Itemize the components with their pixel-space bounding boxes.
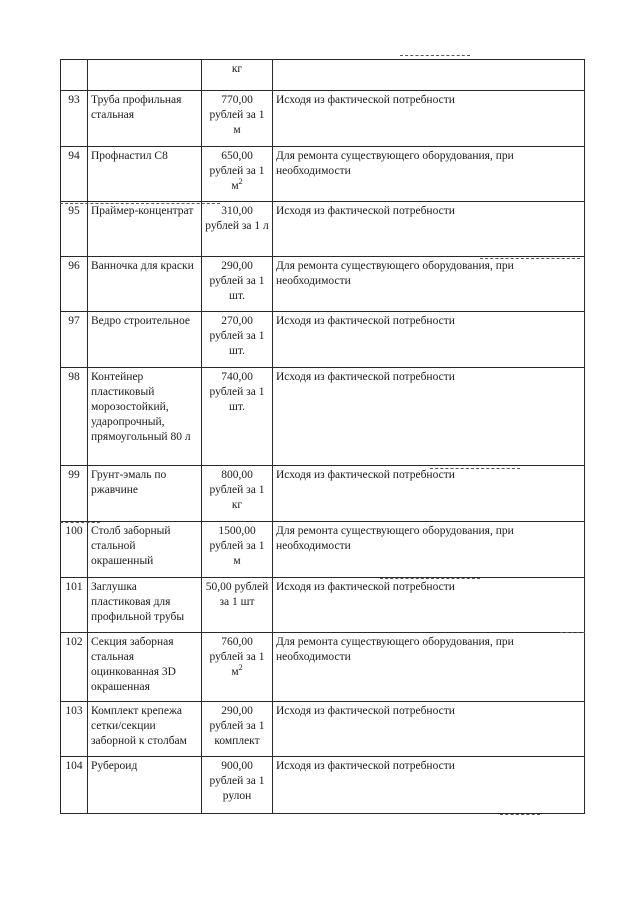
item-price: 740,00 рублей за 1 шт.: [209, 371, 265, 413]
item-price: 290,00 рублей за 1 комплект: [209, 705, 265, 747]
table-row: [61, 368, 585, 466]
table-row: [61, 202, 585, 257]
item-price: кг: [231, 63, 243, 75]
item-price: 900,00 рублей за 1 рулон: [209, 760, 265, 802]
item-name: [88, 60, 202, 91]
item-justification: Для ремонта существующего оборудования, при необходимости: [273, 257, 585, 312]
item-price: 650,00 рублей за 1 м: [209, 150, 265, 192]
row-number: 94: [61, 147, 88, 202]
unit-exponent: 2: [238, 663, 243, 673]
table-row: [61, 147, 585, 202]
item-justification: Исходя из фактической потребности: [273, 466, 585, 522]
scan-artifact-line: [500, 814, 540, 816]
table-row: [61, 578, 585, 633]
item-price: 50,00 рублей за 1 шт: [205, 581, 269, 608]
item-justification: Для ремонта существующего оборудования, при необходимости: [273, 522, 585, 578]
scan-artifact-line: [60, 522, 100, 524]
item-price-cell: [202, 757, 273, 814]
item-justification: Исходя из фактической потребности: [273, 702, 585, 757]
item-name: Рубероид: [88, 757, 202, 814]
item-name: Столб заборный стальной окрашенный: [88, 522, 202, 578]
row-number: 97: [61, 312, 88, 368]
item-justification: Для ремонта существующего оборудования, при необходимости: [273, 633, 585, 702]
unit-exponent: 2: [238, 177, 243, 187]
table-row: [61, 312, 585, 368]
item-price: 770,00 рублей за 1 м: [209, 94, 265, 136]
item-justification: Для ремонта существующего оборудования, при необходимости: [273, 147, 585, 202]
row-number: 104: [61, 757, 88, 814]
table-row: [61, 757, 585, 814]
table-row: [61, 633, 585, 702]
scan-artifact-line: [400, 55, 470, 57]
item-name: Заглушка пластиковая для профильной трубы: [88, 578, 202, 633]
item-name: Ванночка для краски: [88, 257, 202, 312]
row-number: 93: [61, 91, 88, 147]
item-price-cell: [202, 202, 273, 257]
item-price-cell: [202, 466, 273, 522]
item-justification: Исходя из фактической потребности: [273, 578, 585, 633]
item-price: 800,00 рублей за 1 кг: [209, 469, 265, 511]
item-price-cell: [202, 578, 273, 633]
row-number: 99: [61, 466, 88, 522]
item-name: Контейнер пластиковый морозостойкий, ударопрочный, прямоугольный 80 л: [88, 368, 202, 466]
item-justification: Исходя из фактической потребности: [273, 368, 585, 466]
materials-table-body: [61, 60, 585, 814]
materials-table: [60, 59, 585, 814]
row-number: 103: [61, 702, 88, 757]
row-number: 96: [61, 257, 88, 312]
item-justification: [273, 60, 585, 91]
table-row: [61, 91, 585, 147]
scan-artifact-line: [430, 468, 520, 470]
item-price-cell: [202, 60, 273, 91]
item-name: Секция заборная стальная оцинкованная 3D окрашенная: [88, 633, 202, 702]
item-price-cell: [202, 702, 273, 757]
item-price-cell: [202, 522, 273, 578]
table-row: [61, 257, 585, 312]
row-number: 101: [61, 578, 88, 633]
scan-artifact-line: [560, 632, 585, 634]
table-row: [61, 60, 585, 91]
row-number: 100: [61, 522, 88, 578]
item-justification: Исходя из фактической потребности: [273, 202, 585, 257]
item-price: 760,00 рублей за 1 м: [209, 636, 265, 678]
item-name: Грунт-эмаль по ржавчине: [88, 466, 202, 522]
table-row: [61, 702, 585, 757]
item-name: Комплект крепежа сетки/секции заборной к столбам: [88, 702, 202, 757]
item-price-cell: [202, 312, 273, 368]
item-price-cell: [202, 147, 273, 202]
scan-artifact-line: [380, 578, 480, 580]
scan-artifact-line: [60, 203, 220, 205]
item-price-cell: [202, 368, 273, 466]
table-row: [61, 522, 585, 578]
item-name: Праймер-концентрат: [88, 202, 202, 257]
scan-artifact-line: [480, 258, 580, 260]
item-price-cell: [202, 633, 273, 702]
item-price-cell: [202, 91, 273, 147]
item-justification: Исходя из фактической потребности: [273, 312, 585, 368]
item-name: Профнастил С8: [88, 147, 202, 202]
row-number: [61, 60, 88, 91]
item-name: Труба профильная стальная: [88, 91, 202, 147]
item-price: 1500,00 рублей за 1 м: [209, 525, 265, 567]
item-name: Ведро строительное: [88, 312, 202, 368]
row-number: 95: [61, 202, 88, 257]
item-price: 310,00 рублей за 1 л: [205, 205, 269, 232]
table-row: [61, 466, 585, 522]
item-justification: Исходя из фактической потребности: [273, 91, 585, 147]
item-price: 270,00 рублей за 1 шт.: [209, 315, 265, 357]
row-number: 98: [61, 368, 88, 466]
item-justification: Исходя из фактической потребности: [273, 757, 585, 814]
item-price: 290,00 рублей за 1 шт.: [209, 260, 265, 302]
item-price-cell: [202, 257, 273, 312]
row-number: 102: [61, 633, 88, 702]
